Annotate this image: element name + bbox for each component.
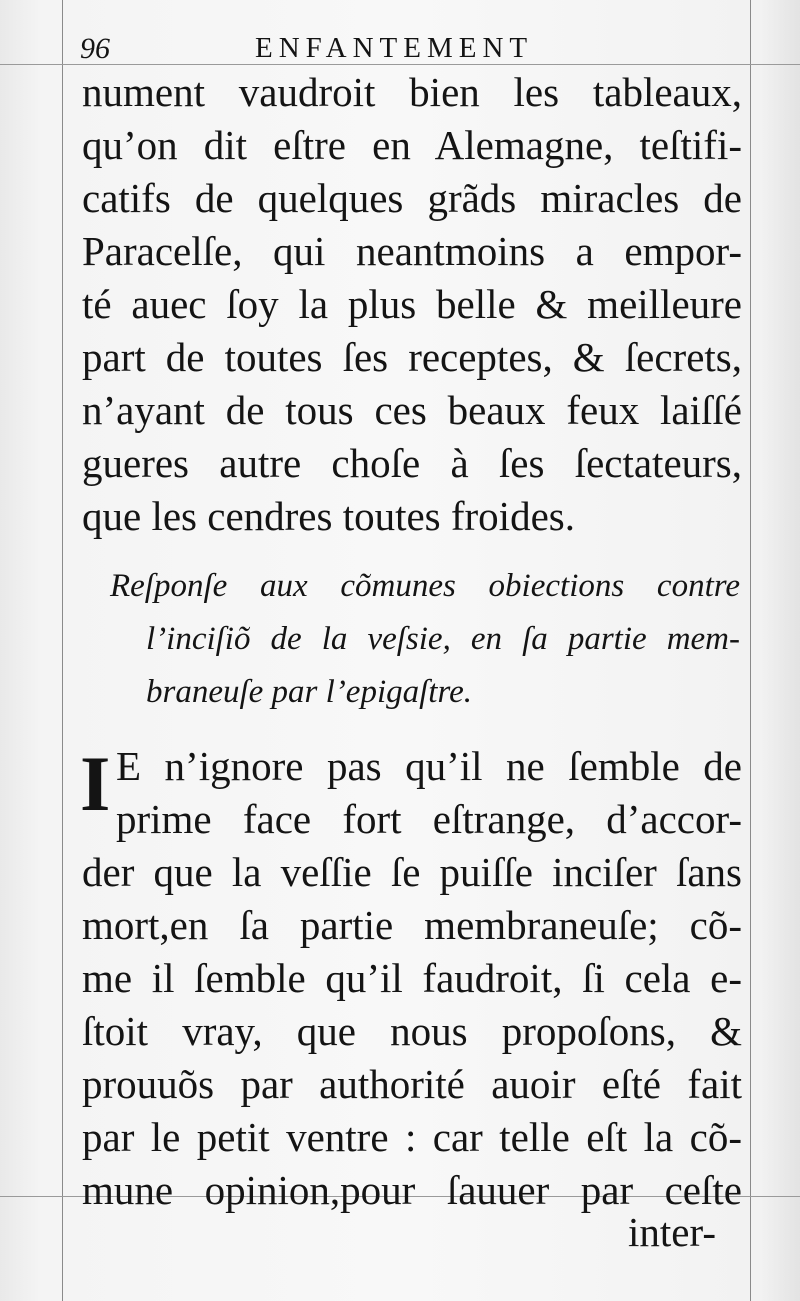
section-heading bbox=[110, 560, 740, 719]
text-line: E n’ignore pas qu’il ne ſemble de bbox=[116, 743, 742, 789]
text-line: prime face fort eſtrange, d’accor- bbox=[116, 796, 742, 842]
running-title: ENFANTEMENT bbox=[255, 32, 534, 64]
text-line: gueres autre choſe à ſes ſectateurs, bbox=[82, 440, 742, 486]
heading-line: braneuſe par l’epigaſtre. bbox=[146, 674, 472, 710]
text-line: que les cendres toutes froides. bbox=[82, 493, 575, 539]
text-line: ſtoit vray, que nous propoſons, & bbox=[82, 1008, 742, 1054]
text-block-continued bbox=[82, 66, 742, 543]
page-number: 96 bbox=[80, 32, 110, 65]
text-block-section bbox=[82, 740, 742, 1217]
heading-line: l’inciſiõ de la veſsie, en ſa partie mem- bbox=[146, 621, 740, 657]
text-line: par le petit ventre : car telle eſt la cõ- bbox=[82, 1114, 742, 1160]
text-line: té auec ſoy la plus belle & meilleure bbox=[82, 281, 742, 327]
margin-rule-right bbox=[750, 0, 751, 1301]
text-line: mune opinion,pour ſauuer par ceſte bbox=[82, 1167, 742, 1213]
text-line: der que la veſſie ſe puiſſe inciſer ſans bbox=[82, 849, 742, 895]
page-header bbox=[80, 30, 740, 66]
text-line: mort,en ſa partie membraneuſe; cõ- bbox=[82, 902, 742, 948]
text-line: qu’on dit eſtre en Alemagne, teſtifi- bbox=[82, 122, 742, 168]
text-line: me il ſemble qu’il faudroit, ſi cela e- bbox=[82, 955, 742, 1001]
text-line: Paracelſe, qui neantmoins a empor- bbox=[82, 228, 742, 274]
text-line: nument vaudroit bien les tableaux, bbox=[82, 69, 742, 115]
text-line: part de toutes ſes receptes, & ſecrets, bbox=[82, 334, 742, 380]
heading-line: Reſponſe aux cõmunes obiections contre bbox=[110, 568, 740, 604]
drop-capital: I bbox=[80, 740, 111, 827]
text-line: catifs de quelques grãds miracles de bbox=[82, 175, 742, 221]
margin-rule-left bbox=[62, 0, 63, 1301]
text-line: n’ayant de tous ces beaux feux laiſſé bbox=[82, 387, 742, 433]
catchword: inter- bbox=[628, 1209, 716, 1255]
text-line: prouuõs par authorité auoir eſté fait bbox=[82, 1061, 742, 1107]
